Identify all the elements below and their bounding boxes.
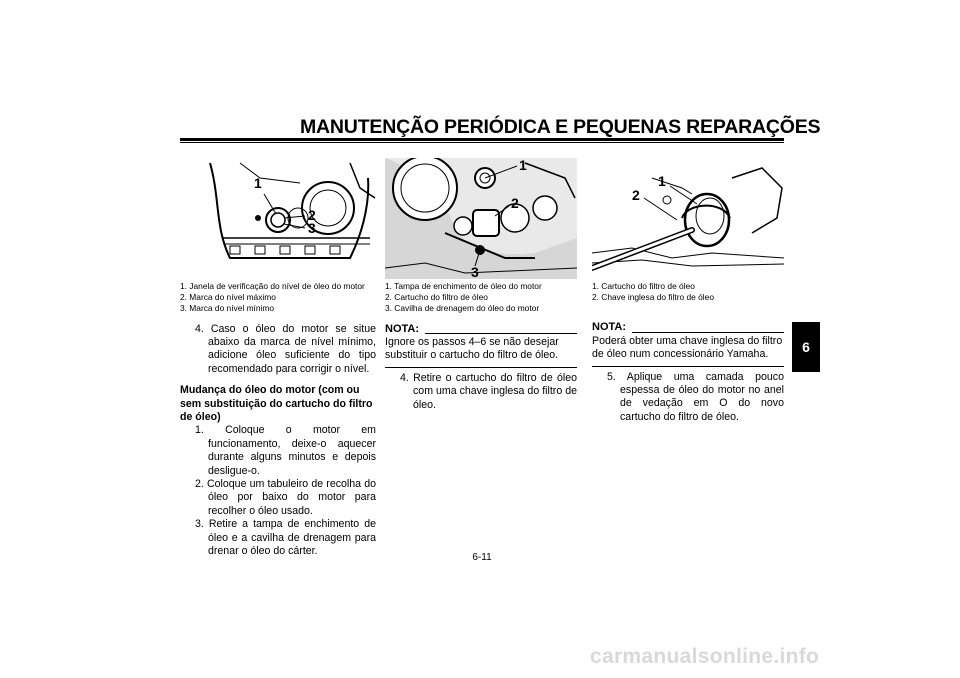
figure-caption xyxy=(592,281,784,303)
section-heading: Mudança do óleo do motor (com ou sem substituição do cartucho do filtro de óleo) xyxy=(180,384,373,424)
callout-1: 1 xyxy=(254,175,262,191)
note-label: NOTA: xyxy=(592,321,627,334)
filter-wrench-illustration xyxy=(592,158,784,278)
callout-3: 3 xyxy=(471,264,479,279)
note-heading xyxy=(592,321,784,334)
caption-item: 3. Marca do nível mínimo xyxy=(180,303,275,314)
caption-item: 2. Marca do nível máximo xyxy=(180,292,276,303)
step-2: 2. Coloque um tabuleiro de recolha do óleo por baixo do motor para recolher o óleo usado. xyxy=(195,478,376,517)
watermark: carmanualsonline.info xyxy=(590,645,820,668)
callout-2: 2 xyxy=(308,207,316,223)
step-4: 4. Caso o óleo do motor se situe abaixo da marca de nível mínimo, adicione óleo suficiente do tipo recomendado para corrigir o nível. xyxy=(195,322,376,375)
note-heading xyxy=(385,323,577,336)
callout-3: 3 xyxy=(308,220,316,236)
step-3: 3. Retire a tampa de enchimento de óleo e a cavilha de drenagem para drenar o óleo do cárter. xyxy=(195,518,376,558)
callout-2: 2 xyxy=(511,195,519,211)
caption-item: 2. Cartucho do filtro de óleo xyxy=(385,292,488,303)
note-label: NOTA: xyxy=(385,322,420,335)
figure-caption xyxy=(180,281,376,315)
step-1: 1. Coloque o motor em funcionamento, deixe-o aquecer durante alguns minutos e depois desligue-o. xyxy=(195,424,376,477)
step-5: 5. Aplique uma camada pouco espessa de óleo do motor no anel de vedação em O do novo cartucho do filtro de óleo. xyxy=(607,370,784,423)
column-1 xyxy=(180,281,376,559)
note-rule xyxy=(425,333,577,334)
note-text: Poderá obter uma chave inglesa do filtro de óleo num concessionário Yamaha. xyxy=(592,335,784,367)
caption-item: 3. Cavilha de drenagem do óleo do motor xyxy=(385,303,540,314)
engine-side-drawing xyxy=(200,158,376,278)
callout-2: 2 xyxy=(632,187,640,203)
caption-item: 1. Cartucho do filtro de óleo xyxy=(592,281,695,291)
note-rule xyxy=(632,332,784,333)
page-title: MANUTENÇÃO PERIÓDICA E PEQUENAS REPARAÇÕES xyxy=(300,116,821,138)
engine-oil-level-illustration xyxy=(200,158,376,278)
figure-caption xyxy=(385,281,577,315)
header-rule-thin xyxy=(180,142,784,143)
engine-bottom-drawing xyxy=(385,158,577,279)
page-number: 6-11 xyxy=(472,552,492,563)
filter-removal-drawing xyxy=(592,158,784,278)
caption-item: 1. Tampa de enchimento de óleo do motor xyxy=(385,281,542,291)
step-4: 4. Retire o cartucho do filtro de óleo com uma chave inglesa do filtro de óleo. xyxy=(400,371,577,411)
caption-item: 1. Janela de verificação do nível de óleo do motor xyxy=(180,281,365,291)
section-tab[interactable]: 6 xyxy=(792,322,820,372)
caption-item: 2. Chave inglesa do filtro de óleo xyxy=(592,292,714,303)
callout-1: 1 xyxy=(658,173,666,189)
callout-1: 1 xyxy=(519,158,527,173)
column-3 xyxy=(592,281,784,424)
note-text: Ignore os passos 4–6 se não desejar substituir o cartucho do filtro de óleo. xyxy=(385,336,577,368)
column-2 xyxy=(385,281,577,412)
oil-filler-drain-illustration xyxy=(385,158,577,279)
header-rule xyxy=(180,138,784,141)
